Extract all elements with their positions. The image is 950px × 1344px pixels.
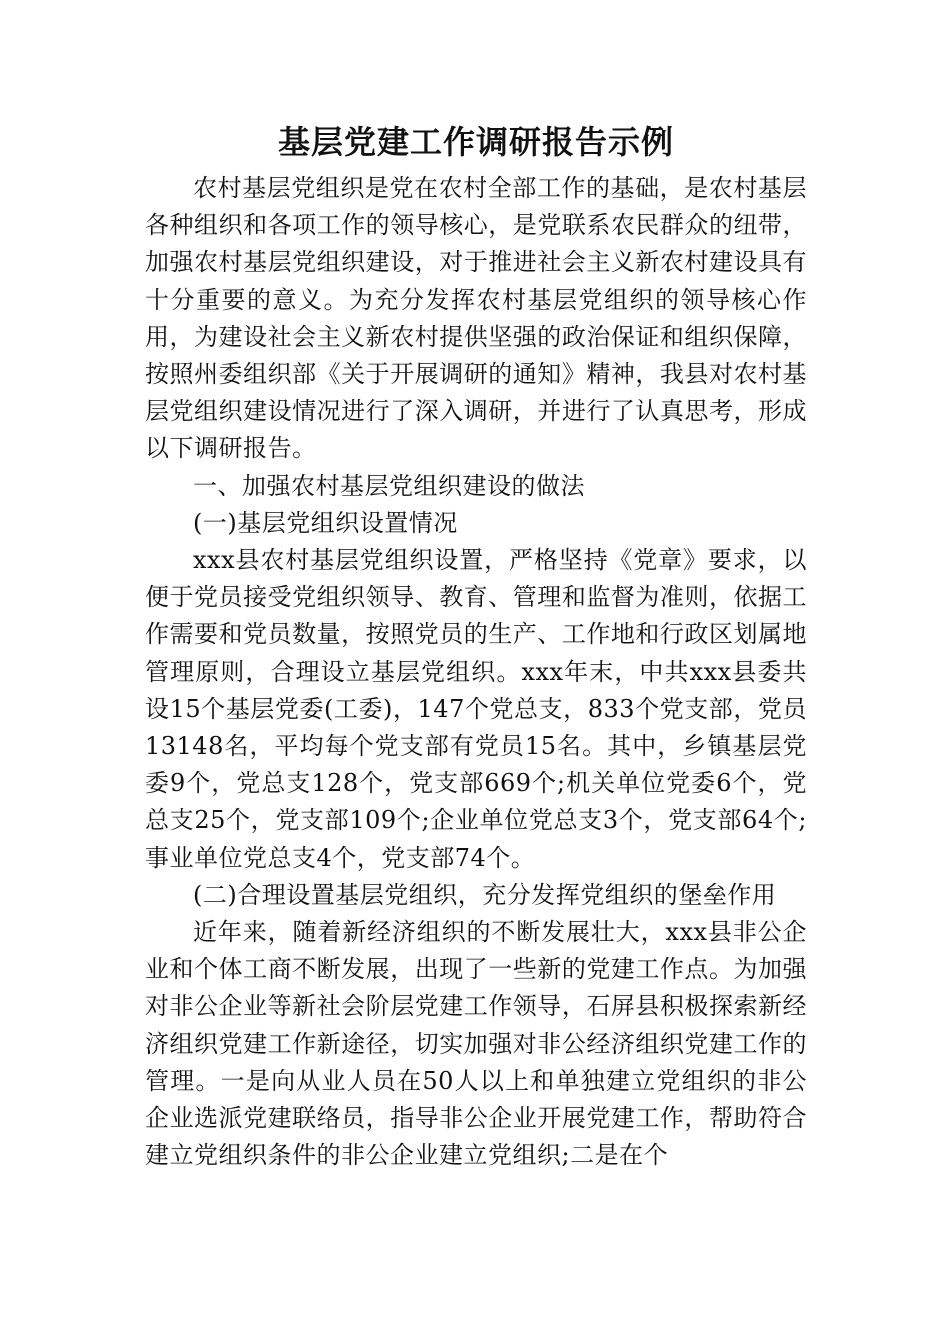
- document-title: 基层党建工作调研报告示例: [277, 123, 674, 161]
- paragraph-intro: 农村基层党组织是党在农村全部工作的基础，是农村基层各种组织和各项工作的领导核心，是党联系农民群众的纽带，加强农村基层党组织建设，对于推进社会主义新农村建设具有十分重要的意义。为充分发挥农村基层党组织的领导核心作用，为建设社会主义新农村提供坚强的政治保证和组织保障，按照州委组织部《关于开展调研的通知》精神，我县对农村基层党组织建设情况进行了深入调研，并进行了认真思考，形成以下调研报告。: [145, 174, 807, 463]
- subsection-heading-2: (二)合理设置基层党组织，充分发挥党组织的堡垒作用: [193, 880, 777, 909]
- subsection-heading-1: (一)基层党组织设置情况: [193, 508, 458, 537]
- document-page: [145, 120, 807, 1174]
- paragraph-non-public-enterprises: 近年来，随着新经济组织的不断发展壮大，xxx县非公企业和个体工商不断发展，出现了一些新的党建工作点。为加强对非公企业等新社会阶层党建工作领导，石屏县积极探索新经济组织党建工作新途径，切实加强对非公经济组织党建工作的管理。一是向从业人员在50人以上和单独建立党组织的非公企业选派党建联络员，指导非公企业开展党建工作，帮助符合建立党组织条件的非公企业建立党组织;二是在个: [145, 918, 807, 1170]
- section-heading-1: 一、加强农村基层党组织建设的做法: [193, 471, 585, 500]
- paragraph-organization-setup: xxx县农村基层党组织设置，严格坚持《党章》要求，以便于党员接受党组织领导、教育、管理和监督为准则，依据工作需要和党员数量，按照党员的生产、工作地和行政区划属地管理原则，合理设立基层党组织。xxx年末，中共xxx县委共设15个基层党委(工委)，147个党总支，833个党支部，党员13148名，平均每个党支部有党员15名。其中，乡镇基层党委9个，党总支128个，党支部669个;机关单位党委6个，党总支25个，党支部109个;企业单位党总支3个，党支部64个;事业单位党总支4个，党支部74个。: [145, 546, 807, 872]
